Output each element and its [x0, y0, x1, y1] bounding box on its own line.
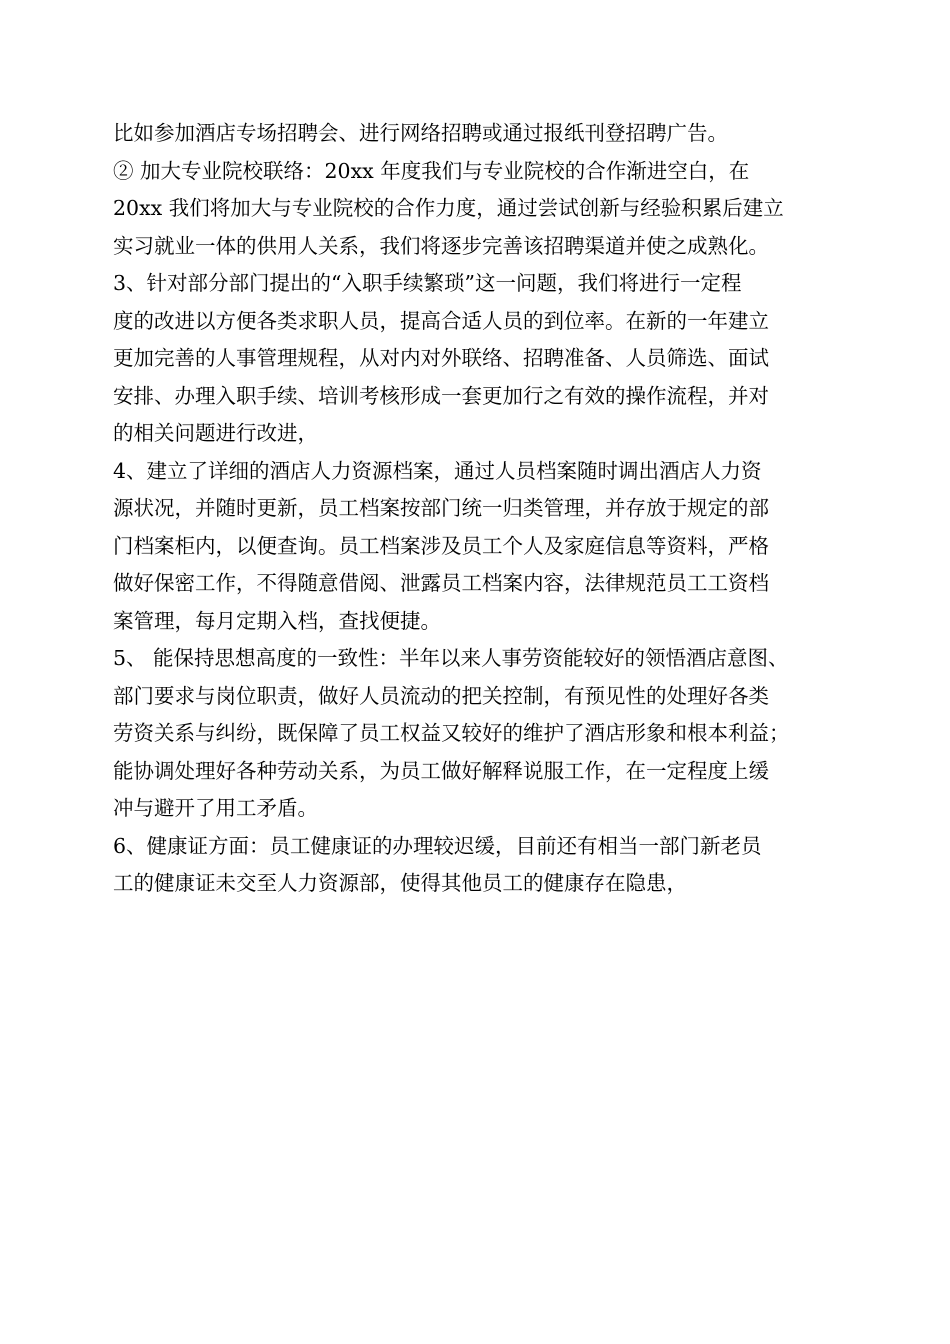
- text-line: 4、建立了详细的酒店人力资源档案，通过人员档案随时调出酒店人力资: [113, 458, 762, 483]
- text-line: 门档案柜内，以便查询。员工档案涉及员工个人及家庭信息等资料，严格: [113, 533, 769, 558]
- text-line: 案管理，每月定期入档，查找便捷。: [113, 608, 441, 633]
- text-line: 20xx 我们将加大与专业院校的合作力度，通过尝试创新与经验积累后建立: [113, 196, 784, 220]
- text-line: 的相关问题进行改进，: [113, 421, 318, 445]
- text-line: 源状况，并随时更新，员工档案按部门统一归类管理，并存放于规定的部: [113, 496, 769, 520]
- text-line: 能协调处理好各种劳动关系，为员工做好解释说服工作，在一定程度上缓: [113, 758, 769, 783]
- text-line: 部门要求与岗位职责，做好人员流动的把关控制，有预见性的处理好各类: [113, 683, 769, 708]
- text-line: 6、健康证方面：员工健康证的办理较迟缓，目前还有相当一部门新老员: [113, 833, 762, 858]
- text-line: 冲与避开了用工矛盾。: [113, 796, 318, 820]
- text-line: 3、针对部分部门提出的“入职手续繁琐”这一问题，我们将进行一定程: [113, 271, 742, 295]
- document-body: [113, 115, 853, 903]
- text-line: 度的改进以方便各类求职人员，提高合适人员的到位率。在新的一年建立: [113, 308, 769, 333]
- text-line: 劳资关系与纠纷，既保障了员工权益又较好的维护了酒店形象和根本利益；: [113, 721, 790, 745]
- text-line: ② 加大专业院校联络：20xx 年度我们与专业院校的合作渐进空白，在: [113, 158, 750, 183]
- text-line: 5、 能保持思想高度的一致性：半年以来人事劳资能较好的领悟酒店意图、: [113, 646, 789, 670]
- text-line: 实习就业一体的供用人关系，我们将逐步完善该招聘渠道并使之成熟化。: [113, 233, 769, 258]
- text-line: 做好保密工作，不得随意借阅、泄露员工档案内容，法律规范员工工资档: [113, 571, 769, 595]
- text-line: 比如参加酒店专场招聘会、进行网络招聘或通过报纸刊登招聘广告。: [113, 121, 728, 145]
- text-line: 更加完善的人事管理规程，从对内对外联络、招聘准备、人员筛选、面试: [113, 346, 769, 370]
- text-line: 安排、办理入职手续、培训考核形成一套更加行之有效的操作流程，并对: [113, 383, 769, 408]
- text-line: 工的健康证未交至人力资源部，使得其他员工的健康存在隐患，: [113, 871, 687, 895]
